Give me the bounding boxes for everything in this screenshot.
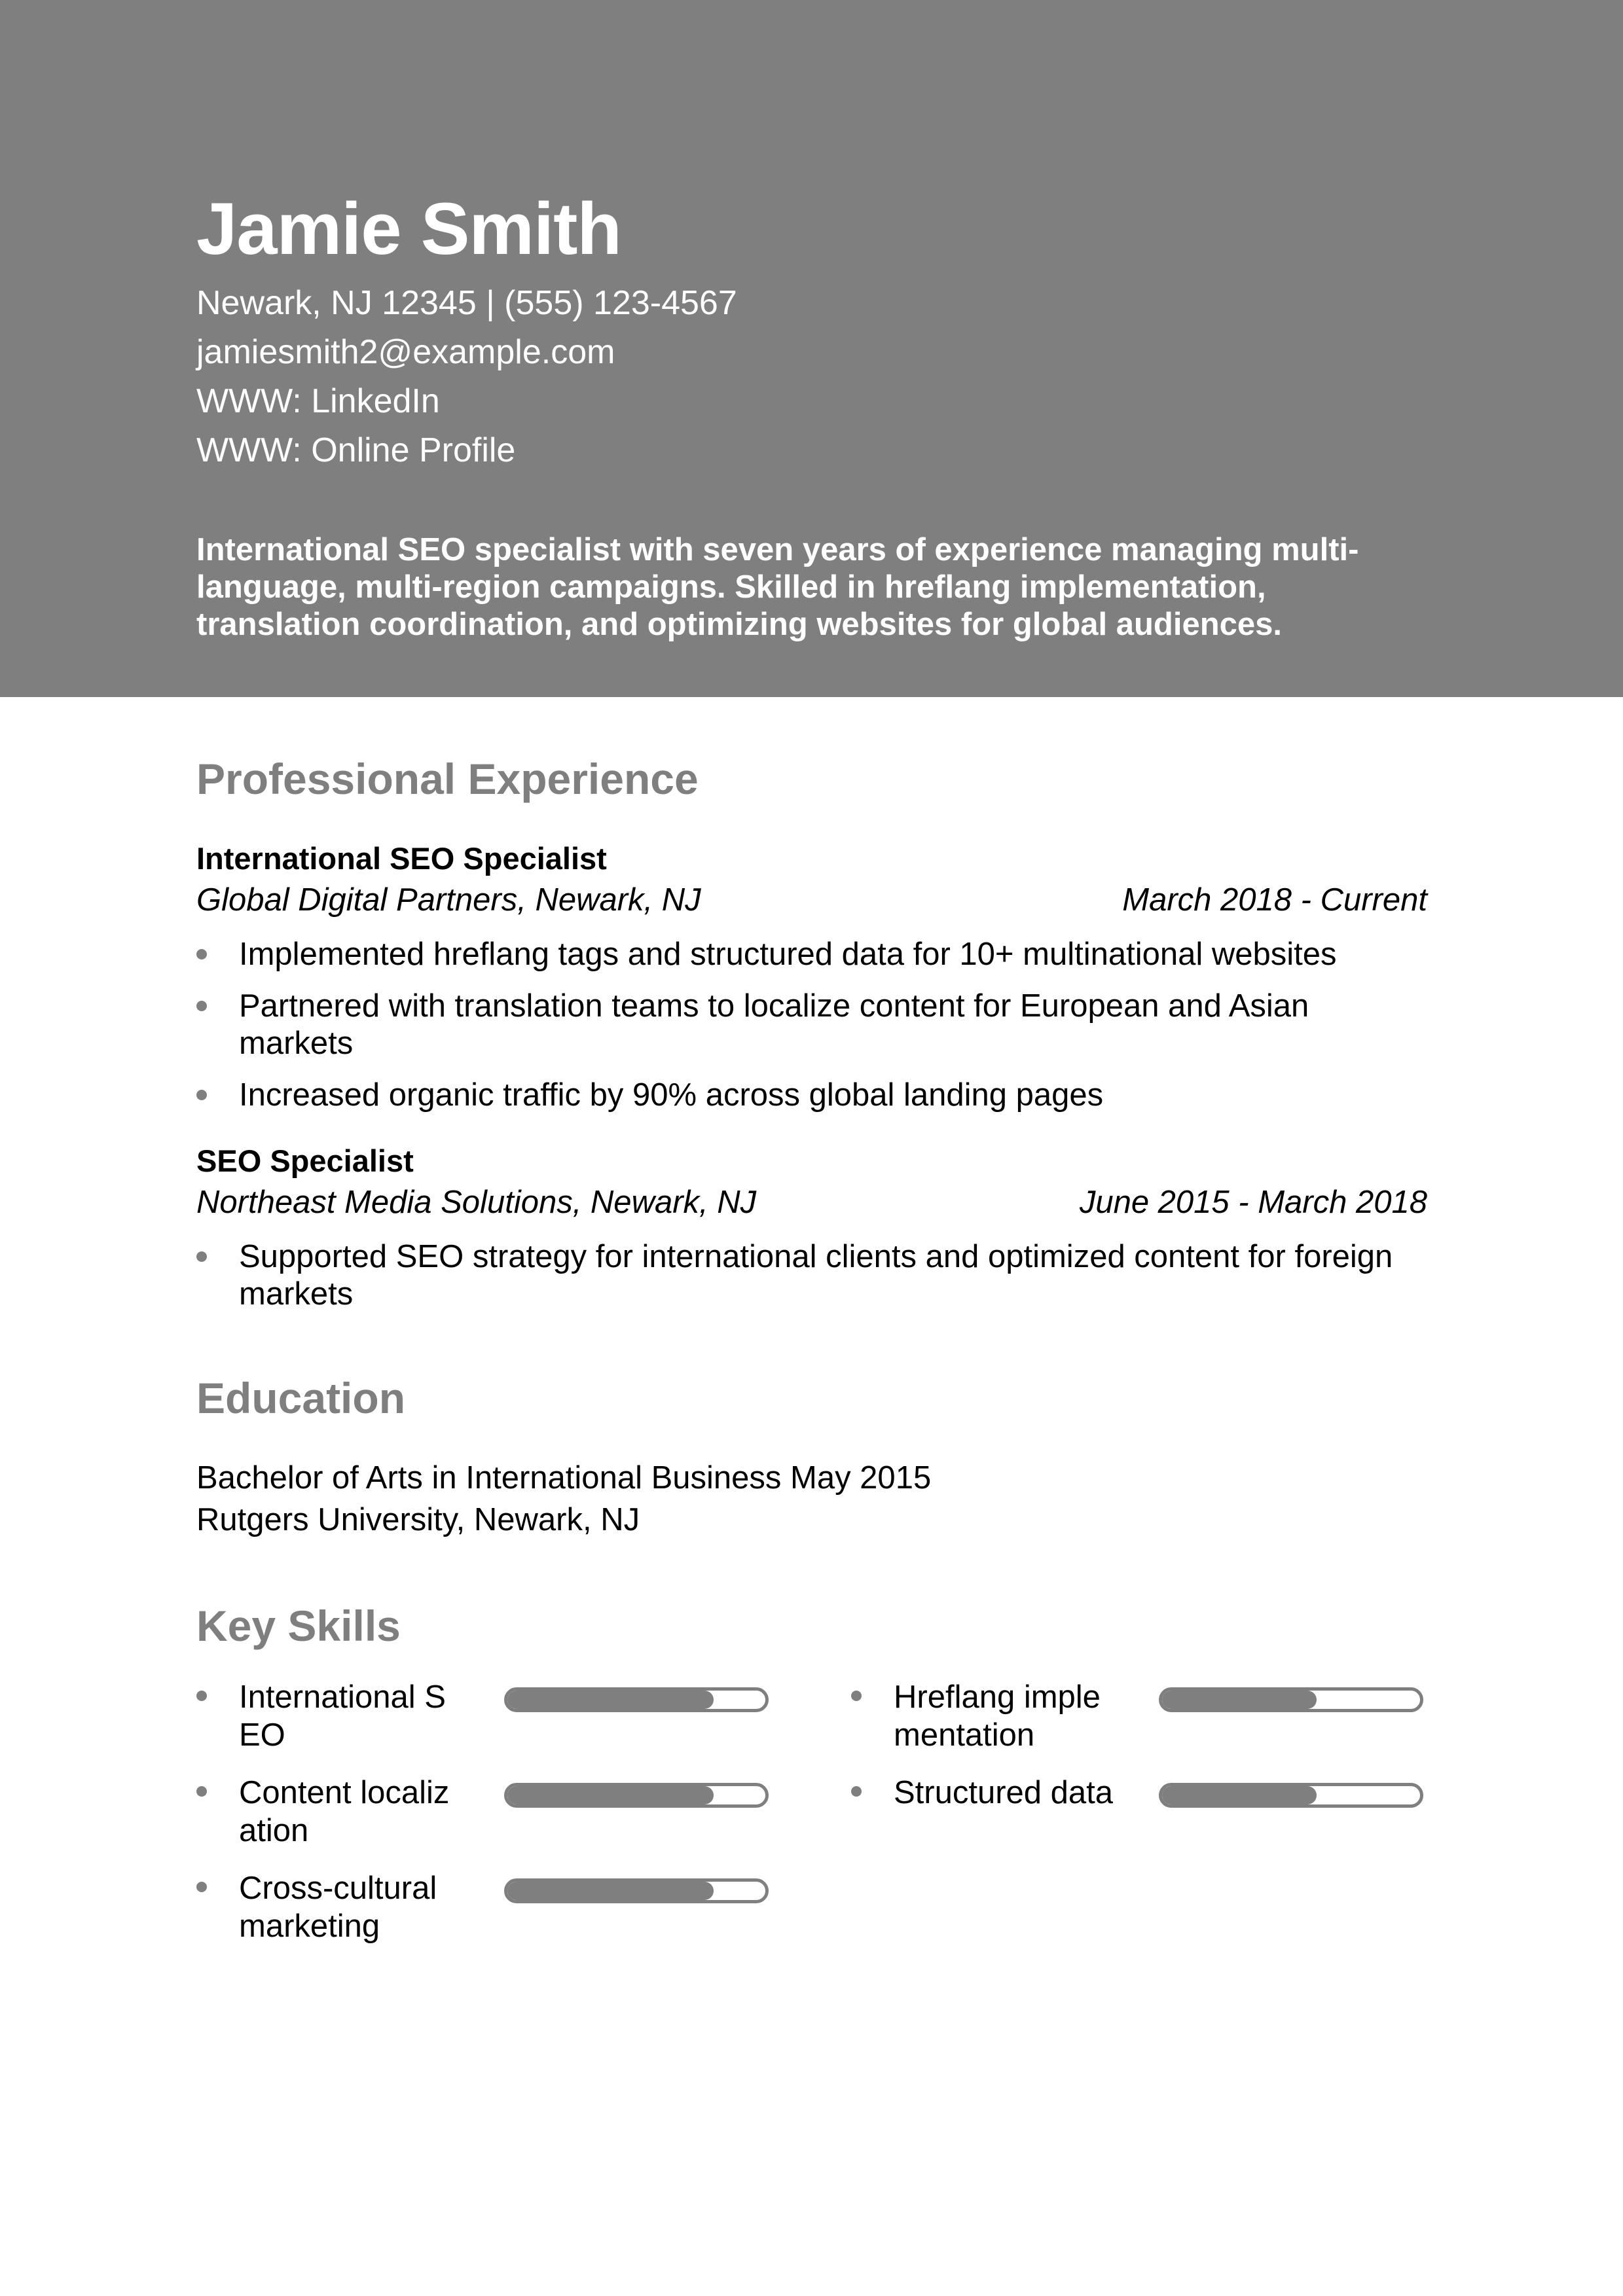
candidate-name: Jamie Smith	[196, 188, 621, 270]
list-item	[196, 1238, 1427, 1313]
job-title: International SEO Specialist	[196, 841, 607, 876]
skill-name	[851, 1678, 1120, 1754]
bullet-icon	[196, 1090, 207, 1100]
experience-section	[196, 753, 1427, 1313]
bullet-icon	[196, 1001, 207, 1011]
skill-level-fill	[507, 1786, 714, 1804]
skills-grid	[196, 1678, 1427, 1945]
skills-section	[196, 1600, 1427, 1945]
email-link[interactable]: jamiesmith2@example.com	[196, 333, 615, 371]
skill-item	[196, 1869, 851, 1945]
skill-level-bar	[1159, 1687, 1423, 1712]
bullet-icon	[196, 1251, 207, 1262]
job-entry	[196, 839, 1427, 1114]
section-title-experience: Professional Experience	[196, 755, 699, 803]
job-entry	[196, 1141, 1427, 1313]
list-item	[196, 988, 1427, 1062]
skill-level-fill	[507, 1882, 714, 1900]
skill-label: Cross-cultural marketing	[239, 1871, 437, 1944]
list-item	[196, 936, 1427, 973]
job-meta	[196, 878, 1427, 922]
skill-level-bar	[504, 1878, 769, 1903]
skill-name	[196, 1869, 465, 1945]
skill-label: International SEO	[239, 1679, 446, 1753]
job-bullets	[196, 936, 1427, 1114]
section-title-education: Education	[196, 1374, 406, 1422]
skill-label: Structured data	[894, 1775, 1114, 1810]
skill-level-bar	[504, 1783, 769, 1808]
job-meta	[196, 1181, 1427, 1224]
skill-label: Hreflang implementation	[894, 1679, 1101, 1753]
job-bullets	[196, 1238, 1427, 1313]
skill-level-bar	[1159, 1783, 1423, 1808]
school: Rutgers University, Newark, NJ	[196, 1502, 640, 1537]
job-company: Northeast Media Solutions, Newark, NJ	[196, 1185, 757, 1220]
bullet-icon	[851, 1786, 862, 1797]
skill-level-fill	[1162, 1786, 1317, 1804]
list-item	[196, 1077, 1427, 1114]
job-title: SEO Specialist	[196, 1143, 414, 1178]
address-phone: Newark, NJ 12345 | (555) 123-4567	[196, 284, 737, 322]
job-dates: June 2015 - March 2018	[1079, 1185, 1427, 1220]
skill-level-fill	[1162, 1691, 1317, 1709]
bullet-icon	[196, 1691, 207, 1701]
skill-level-fill	[507, 1691, 714, 1709]
bullet-icon	[196, 949, 207, 960]
job-dates: March 2018 - Current	[1122, 882, 1427, 918]
header-band	[0, 0, 1623, 697]
bullet-icon	[851, 1691, 862, 1701]
bullet-icon	[196, 1786, 207, 1797]
linkedin-link[interactable]: WWW: LinkedIn	[196, 382, 440, 420]
skill-item	[851, 1678, 1427, 1754]
bullet-text: Partnered with translation teams to localize content for European and Asian markets	[239, 988, 1309, 1061]
skill-name	[851, 1774, 1120, 1812]
profile-link[interactable]: WWW: Online Profile	[196, 431, 516, 469]
contact-info	[196, 279, 1427, 475]
job-company: Global Digital Partners, Newark, NJ	[196, 882, 701, 918]
section-title-skills: Key Skills	[196, 1602, 401, 1650]
skill-item	[196, 1774, 851, 1850]
bullet-text: Supported SEO strategy for international clients and optimized content for foreign markets	[239, 1239, 1393, 1312]
education-entry	[196, 1457, 1427, 1541]
bullet-text: Increased organic traffic by 90% across global landing pages	[239, 1077, 1104, 1113]
skill-name	[196, 1678, 465, 1754]
degree: Bachelor of Arts in International Business May 2015	[196, 1460, 932, 1496]
professional-summary: International SEO specialist with seven years of experience managing multi-language, multi-region campaigns. Skilled in hreflang implementation, translation coordination, and optimizing websites for global audiences.	[196, 532, 1359, 642]
skill-name	[196, 1774, 465, 1850]
skill-item	[196, 1678, 851, 1754]
education-section	[196, 1372, 1427, 1541]
bullet-text: Implemented hreflang tags and structured data for 10+ multinational websites	[239, 937, 1337, 972]
skill-level-bar	[504, 1687, 769, 1712]
header-content	[196, 183, 1427, 643]
skill-label: Content localization	[239, 1775, 450, 1848]
resume-body	[196, 753, 1427, 1945]
bullet-icon	[196, 1882, 207, 1892]
skill-item	[851, 1774, 1427, 1850]
